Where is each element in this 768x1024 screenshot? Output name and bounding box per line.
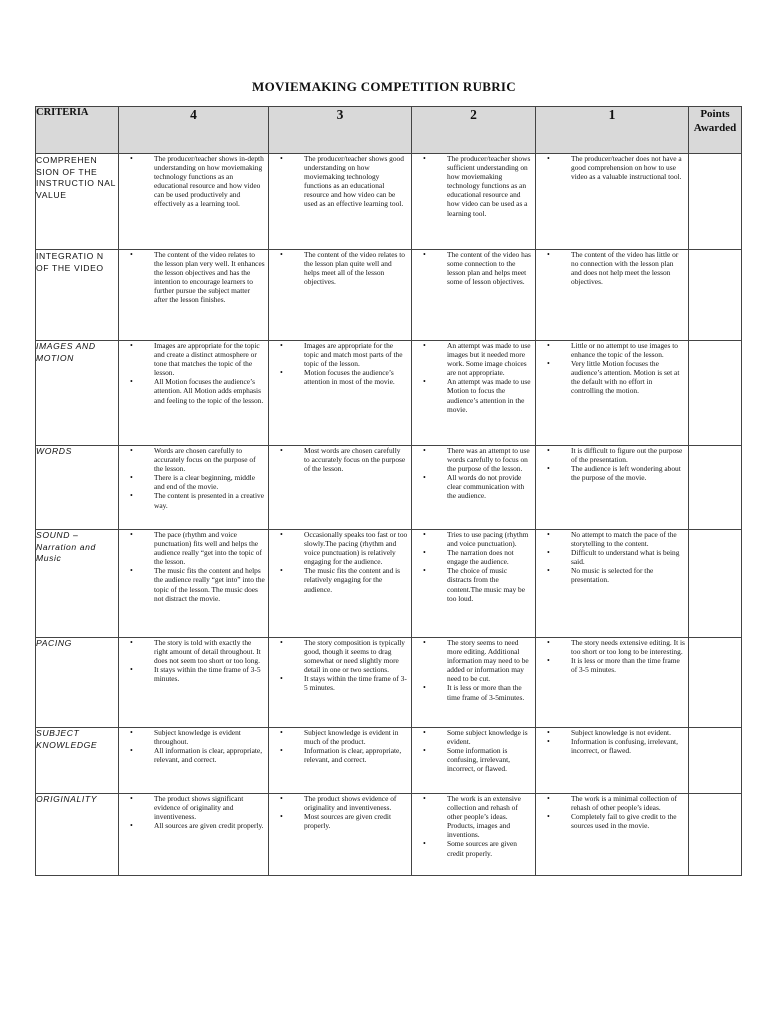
descriptor-item: • The content is presented in a creative way. (154, 491, 265, 509)
score-1-cell (536, 530, 689, 638)
descriptor-list (536, 154, 688, 181)
descriptor-list (119, 638, 268, 683)
descriptor-item: • Subject knowledge is evident in much of the product. (304, 728, 408, 746)
descriptor-item: • The work is a minimal collection of rehash of other people’s ideas. (571, 794, 685, 812)
descriptor-item: • All sources are given credit properly. (154, 821, 265, 830)
descriptor-list (269, 794, 411, 830)
rubric-row (36, 154, 742, 250)
descriptor-item: • It is difficult to figure out the purpose of the presentation. (571, 446, 685, 464)
criteria-cell: ORIGINALITY (36, 794, 119, 876)
score-1-cell (536, 250, 689, 341)
score-1-cell (536, 341, 689, 446)
criteria-cell: WORDS (36, 446, 119, 530)
rubric-row (36, 530, 742, 638)
descriptor-list (412, 530, 535, 603)
descriptor-item: • Subject knowledge is not evident. (571, 728, 685, 737)
descriptor-item: • It stays within the time frame of 3-5 minutes. (304, 674, 408, 692)
descriptor-item: • All words do not provide clear communication with the audience. (447, 473, 532, 500)
descriptor-list (269, 728, 411, 764)
descriptor-item: • Images are appropriate for the topic and match most parts of the topic of the lesson. (304, 341, 408, 368)
descriptor-item: • Occasionally speaks too fast or too slowly.The pacing (rhythm and voice punctuation) is relatively engaging for the audience. (304, 530, 408, 566)
descriptor-item: • The content of the video has little or no connection with the lesson plan and does not help meet the lesson objectives. (571, 250, 685, 286)
points-awarded-cell[interactable] (689, 250, 742, 341)
points-awarded-cell[interactable] (689, 154, 742, 250)
descriptor-item: • There is a clear beginning, middle and end of the movie. (154, 473, 265, 491)
score-4-cell (119, 154, 269, 250)
rubric-row (36, 638, 742, 728)
score-4-cell (119, 638, 269, 728)
descriptor-item: • The story is told with exactly the right amount of detail throughout. It does not seem too short or too long. (154, 638, 265, 665)
descriptor-item: • The audience is left wondering about the purpose of the movie. (571, 464, 685, 482)
score-2-header: 2 (412, 107, 536, 154)
score-2-cell (412, 154, 536, 250)
descriptor-item: • Some subject knowledge is evident. (447, 728, 532, 746)
score-4-cell (119, 341, 269, 446)
points-awarded-cell[interactable] (689, 794, 742, 876)
page-title: MOVIEMAKING COMPETITION RUBRIC (252, 79, 516, 94)
score-3-cell (269, 250, 412, 341)
descriptor-item: • The content of the video has some connection to the lesson plan and helps meet some of lesson objectives. (447, 250, 532, 286)
score-3-cell (269, 341, 412, 446)
descriptor-item: • It is less or more than the time frame of 3-5minutes. (447, 683, 532, 701)
descriptor-list (269, 341, 411, 386)
descriptor-list (412, 341, 535, 414)
score-3-cell (269, 728, 412, 794)
header-row (36, 107, 742, 154)
descriptor-item: • The content of the video relates to the lesson plan very well. It enhances the lesson objectives and has the intention to encourage learners to further pursue the subject matter after the lesson finishes. (154, 250, 265, 305)
criteria-cell: COMPREHEN SION OF THE INSTRUCTIO NAL VALUE (36, 154, 119, 250)
score-2-cell (412, 638, 536, 728)
points-awarded-header: Points Awarded (689, 107, 742, 154)
score-3-cell (269, 154, 412, 250)
descriptor-item: • Tries to use pacing (rhythm and voice punctuation). (447, 530, 532, 548)
descriptor-item: • The product shows evidence of originality and inventiveness. (304, 794, 408, 812)
rubric-row (36, 728, 742, 794)
descriptor-list (412, 728, 535, 773)
score-2-cell (412, 250, 536, 341)
descriptor-item: • Little or no attempt to use images to enhance the topic of the lesson. (571, 341, 685, 359)
score-2-cell (412, 446, 536, 530)
descriptor-list (536, 638, 688, 674)
descriptor-item: • There was an attempt to use words carefully to focus on the purpose of the lesson. (447, 446, 532, 473)
criteria-cell: PACING (36, 638, 119, 728)
descriptor-item: • Most sources are given credit properly. (304, 812, 408, 830)
score-2-cell (412, 728, 536, 794)
descriptor-item: • The narration does not engage the audience. (447, 548, 532, 566)
descriptor-list (269, 154, 411, 209)
descriptor-item: • All information is clear, appropriate, relevant, and correct. (154, 746, 265, 764)
descriptor-list (412, 638, 535, 702)
descriptor-item: • The choice of music distracts from the content.The music may be too loud. (447, 566, 532, 602)
descriptor-item: • The music fits the content and is relatively engaging for the audience. (304, 566, 408, 593)
score-2-cell (412, 530, 536, 638)
descriptor-list (119, 794, 268, 830)
descriptor-list (119, 341, 268, 405)
descriptor-item: • Information is clear, appropriate, relevant, and correct. (304, 746, 408, 764)
descriptor-list (536, 794, 688, 830)
descriptor-item: • All Motion focuses the audience’s attention. All Motion adds emphasis and feeling to the topic of the lesson. (154, 377, 265, 404)
score-3-header: 3 (269, 107, 412, 154)
descriptor-list (536, 728, 688, 755)
points-awarded-cell[interactable] (689, 341, 742, 446)
descriptor-item: • The producer/teacher shows good understanding on how moviemaking technology functions as an educational resource and how video can be used as an effective learning tool. (304, 154, 408, 209)
descriptor-item: • No attempt to match the pace of the storytelling to the content. (571, 530, 685, 548)
descriptor-item: • It stays within the time frame of 3-5 minutes. (154, 665, 265, 683)
descriptor-item: • Words are chosen carefully to accurately focus on the purpose of the lesson. (154, 446, 265, 473)
score-3-cell (269, 638, 412, 728)
descriptor-list (412, 154, 535, 218)
descriptor-item: • Subject knowledge is evident throughout. (154, 728, 265, 746)
score-1-cell (536, 794, 689, 876)
descriptor-item: • The work is an extensive collection and rehash of other people’s ideas. Products, images and inventions. (447, 794, 532, 839)
rubric-row (36, 794, 742, 876)
score-4-cell (119, 530, 269, 638)
score-2-cell (412, 794, 536, 876)
score-4-header: 4 (119, 107, 269, 154)
descriptor-list (412, 446, 535, 501)
score-1-cell (536, 638, 689, 728)
descriptor-item: • Information is confusing, irrelevant, incorrect, or flawed. (571, 737, 685, 755)
descriptor-list (269, 638, 411, 693)
descriptor-item: • The producer/teacher shows in-depth understanding on how moviemaking technology functions as an educational resource and how video can be used productively and effectively as a learning tool. (154, 154, 265, 209)
descriptor-list (119, 250, 268, 305)
descriptor-list (536, 250, 688, 286)
descriptor-list (269, 530, 411, 594)
rubric-row (36, 341, 742, 446)
descriptor-list (412, 794, 535, 858)
criteria-cell: SUBJECT KNOWLEDGE (36, 728, 119, 794)
points-awarded-cell[interactable] (689, 530, 742, 638)
descriptor-item: • Some information is confusing, irrelevant, incorrect, or flawed. (447, 746, 532, 773)
descriptor-item: • The pace (rhythm and voice punctuation) fits well and helps the audience really “get into the topic of the lesson. (154, 530, 265, 566)
descriptor-list (119, 154, 268, 209)
score-1-cell (536, 154, 689, 250)
descriptor-list (119, 728, 268, 764)
rubric-row (36, 250, 742, 341)
descriptor-item: • Very little Motion focuses the audience’s attention. Motion is set at the default with no effort in controlling the motion. (571, 359, 685, 395)
score-3-cell (269, 530, 412, 638)
descriptor-list (119, 530, 268, 603)
points-awarded-cell[interactable] (689, 728, 742, 794)
criteria-header: CRITERIA (36, 107, 119, 154)
descriptor-item: • The story seems to need more editing. Additional information may need to be added or information may need to be cut. (447, 638, 532, 683)
score-1-header: 1 (536, 107, 689, 154)
score-4-cell (119, 250, 269, 341)
criteria-cell: INTEGRATIO N OF THE VIDEO (36, 250, 119, 341)
descriptor-item: • Most words are chosen carefully to accurately focus on the purpose of the lesson. (304, 446, 408, 473)
score-1-cell (536, 728, 689, 794)
score-3-cell (269, 446, 412, 530)
score-4-cell (119, 728, 269, 794)
rubric-row (36, 446, 742, 530)
score-4-cell (119, 446, 269, 530)
descriptor-item: • The producer/teacher shows sufficient understanding on how moviemaking technology functions as an educational resource and how video can be used as a learning tool. (447, 154, 532, 218)
descriptor-item: • An attempt was made to use images but it needed more work. Some image choices are not appropriate. (447, 341, 532, 377)
descriptor-list (269, 446, 411, 473)
points-awarded-cell[interactable] (689, 446, 742, 530)
descriptor-item: • The content of the video relates to the lesson plan quite well and helps meet all of the lesson objectives. (304, 250, 408, 286)
descriptor-item: • Difficult to understand what is being said. (571, 548, 685, 566)
descriptor-item: • The producer/teacher does not have a good comprehension on how to use video as a valuable instructional tool. (571, 154, 685, 181)
descriptor-list (536, 446, 688, 482)
descriptor-list (536, 530, 688, 585)
descriptor-item: • It is less or more than the time frame of 3-5 minutes. (571, 656, 685, 674)
points-awarded-cell[interactable] (689, 638, 742, 728)
score-1-cell (536, 446, 689, 530)
descriptor-item: • The story composition is typically good, though it seems to drag somewhat or need slightly more detail in one or two sections. (304, 638, 408, 674)
descriptor-item: • No music is selected for the presentation. (571, 566, 685, 584)
score-3-cell (269, 794, 412, 876)
descriptor-item: • An attempt was made to use Motion to focus the audience’s attention in the movie. (447, 377, 532, 413)
descriptor-list (536, 341, 688, 396)
criteria-cell: IMAGES AND MOTION (36, 341, 119, 446)
descriptor-item: • The music fits the content and helps the audience really “get into” into the topic of the lesson. The music does not distract the movie. (154, 566, 265, 602)
rubric-body (36, 154, 742, 876)
descriptor-list (119, 446, 268, 510)
descriptor-item: • Some sources are given credit properly. (447, 839, 532, 857)
score-2-cell (412, 341, 536, 446)
descriptor-list (269, 250, 411, 286)
criteria-cell: SOUND – Narration and Music (36, 530, 119, 638)
descriptor-item: • Completely fail to give credit to the sources used in the movie. (571, 812, 685, 830)
rubric-table (35, 106, 742, 876)
descriptor-item: • The product shows significant evidence of originality and inventiveness. (154, 794, 265, 821)
score-4-cell (119, 794, 269, 876)
descriptor-item: • Images are appropriate for the topic and create a distinct atmosphere or tone that matches the topic of the lesson. (154, 341, 265, 377)
descriptor-item: • The story needs extensive editing. It is too short or too long to be interesting. (571, 638, 685, 656)
descriptor-item: • Motion focuses the audience’s attention in most of the movie. (304, 368, 408, 386)
descriptor-list (412, 250, 535, 286)
